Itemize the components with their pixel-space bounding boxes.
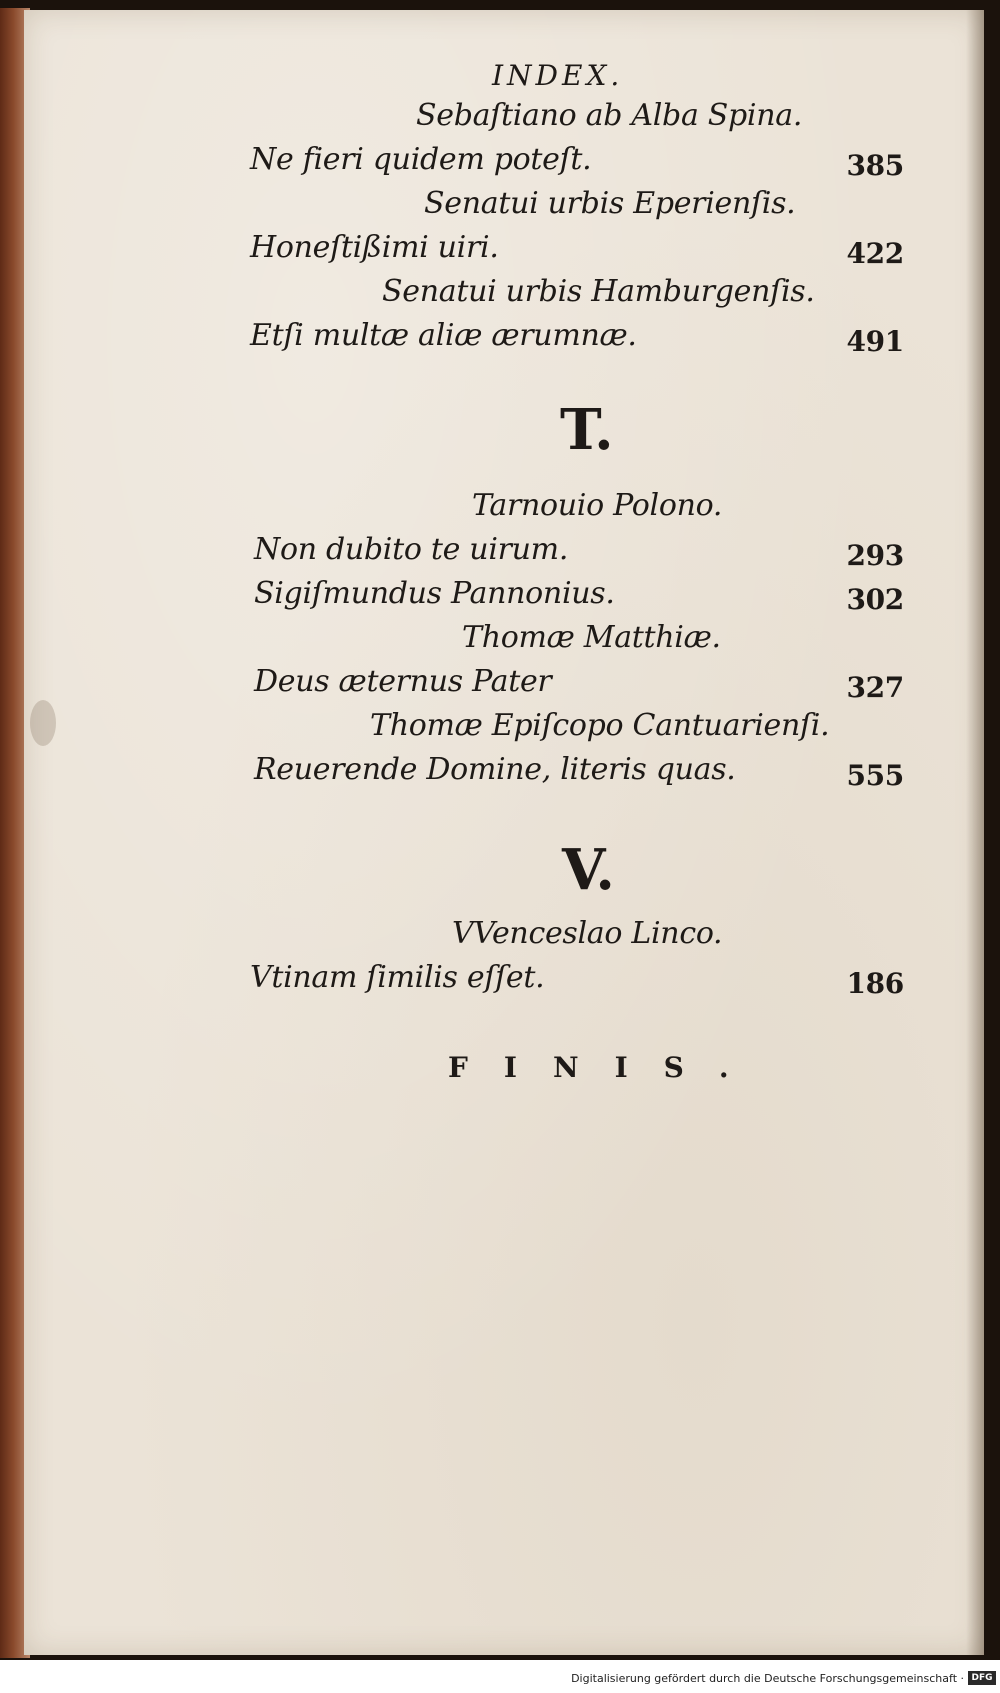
section-letter: T. xyxy=(560,397,614,463)
index-recipient: Tarnouio Polono. xyxy=(472,488,723,523)
index-page-number: 302 xyxy=(846,583,904,616)
index-incipit: Etſi multæ aliæ ærumnæ. xyxy=(250,318,637,353)
index-incipit: Honeſtißimi uiri. xyxy=(250,230,499,265)
index-incipit: Ne fieri quidem poteſt. xyxy=(250,142,592,177)
index-page-number: 422 xyxy=(846,237,904,270)
index-incipit: Sigiſmundus Pannonius. xyxy=(254,576,615,611)
index-recipient: Thomæ Epiſcopo Cantuarienſi. xyxy=(370,708,830,743)
page-shadow xyxy=(966,10,984,1655)
index-recipient: Senatui urbis Hamburgenſis. xyxy=(382,274,815,309)
running-header: INDEX. xyxy=(492,59,624,92)
section-letter: V. xyxy=(562,837,615,903)
index-page-number: 555 xyxy=(846,759,904,792)
digitization-footer xyxy=(0,1668,1000,1693)
page-stain xyxy=(30,700,56,746)
index-page-number: 385 xyxy=(846,149,904,182)
index-page-number: 186 xyxy=(846,967,904,1000)
dfg-logo: DFG xyxy=(968,1671,996,1685)
index-recipient: Sebaſtiano ab Alba Spina. xyxy=(416,98,803,133)
index-incipit: Non dubito te uirum. xyxy=(254,532,569,567)
index-page-number: 327 xyxy=(846,671,904,704)
index-incipit: Deus æternus Pater xyxy=(254,664,552,699)
index-incipit: Vtinam ſimilis eſſet. xyxy=(250,960,545,995)
book-page xyxy=(24,10,984,1655)
index-recipient: VVenceslao Linco. xyxy=(452,916,723,951)
finis-text: FINIS. xyxy=(448,1051,765,1084)
footer-credit: Digitalisierung gefördert durch die Deutsche Forschungsgemeinschaft · xyxy=(571,1672,964,1685)
index-incipit: Reuerende Domine, literis quas. xyxy=(254,752,736,787)
index-page-number: 293 xyxy=(846,539,904,572)
index-page-number: 491 xyxy=(846,325,904,358)
index-recipient: Thomæ Matthiæ. xyxy=(462,620,721,655)
index-recipient: Senatui urbis Eperienſis. xyxy=(424,186,796,221)
